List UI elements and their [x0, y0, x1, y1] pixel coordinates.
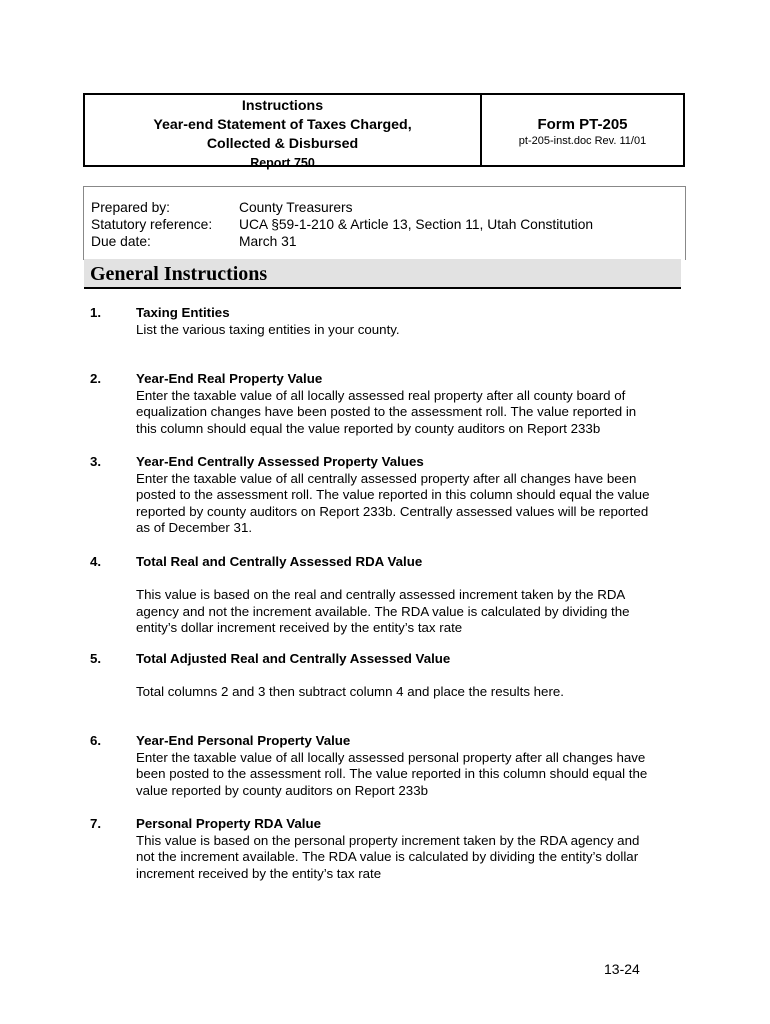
item-title: Year-End Centrally Assessed Property Values [136, 454, 424, 469]
item-line: value reported by county auditors on Report 233b [136, 782, 428, 798]
info-box [83, 186, 686, 260]
info-label: Due date: [91, 234, 151, 249]
info-row-statutory-reference [91, 216, 593, 233]
item-number: 5. [90, 651, 102, 666]
report-number: Report 750 [250, 156, 315, 170]
item-line: been posted to the assessment roll. The value reported in this column should equal the [136, 766, 648, 781]
form-id-block [482, 95, 683, 165]
item-number: 4. [90, 554, 102, 569]
item-line: Enter the taxable value of all locally assessed personal property after all changes have [136, 749, 646, 765]
item-line: equalization changes have been posted to the assessment roll. The value reported in [136, 404, 637, 419]
info-value: March 31 [239, 234, 297, 249]
item-line: reported by county auditors on Report 233b. Centrally assessed values will be reported [136, 503, 649, 519]
section-title: General Instructions [90, 263, 268, 285]
item-line: entity’s dollar increment received by the entity’s tax rate [136, 620, 463, 635]
revision-note: pt-205-inst.doc Rev. 11/01 [518, 135, 647, 147]
item-line: Enter the taxable value of all centrally assessed property after all changes have been [136, 470, 637, 486]
form-title-line-1: Instructions [241, 98, 324, 114]
item-line: Enter the taxable value of all locally assessed real property after all county board of [136, 387, 626, 403]
item-number: 1. [90, 305, 102, 320]
item-line: posted to the assessment roll. The value reported in this column should equal the value [136, 487, 650, 502]
item-title: Year-End Real Property Value [136, 371, 323, 386]
item-number: 6. [90, 733, 102, 748]
item-title: Total Real and Centrally Assessed RDA Value [136, 554, 423, 569]
item-title: Year-End Personal Property Value [136, 733, 351, 748]
info-label: Statutory reference: [91, 217, 213, 232]
form-number: Form PT-205 [537, 116, 628, 133]
form-header [83, 93, 685, 170]
section-heading-bar [84, 259, 681, 289]
item-number: 7. [90, 816, 102, 831]
info-row-due-date [91, 233, 297, 250]
item-line: as of December 31. [136, 520, 253, 535]
form-title-line-2: Year-end Statement of Taxes Charged, [153, 117, 412, 133]
item-title: Personal Property RDA Value [136, 816, 321, 831]
item-title: Taxing Entities [136, 305, 230, 320]
info-label: Prepared by: [91, 200, 170, 215]
item-number: 2. [90, 371, 102, 386]
item-line: this column should equal the value reported by county auditors on Report 233b [136, 420, 601, 436]
item-line: This value is based on the personal property increment taken by the RDA agency and [136, 832, 640, 848]
item-line: increment received by the entity’s tax rate [136, 865, 382, 881]
info-row-prepared-by [91, 199, 353, 216]
item-number: 3. [90, 454, 102, 469]
item-line: This value is based on the real and centrally assessed increment taken by the RDA [136, 587, 626, 602]
item-line: agency and not the increment available. The RDA value is calculated by dividing the [136, 603, 630, 619]
item-line: not the increment available. The RDA value is calculated by dividing the entity’s dollar [136, 849, 639, 864]
form-title-block [85, 95, 482, 170]
item-line: List the various taxing entities in your county. [136, 321, 400, 337]
info-value: County Treasurers [239, 200, 353, 215]
page-number: 13-24 [604, 961, 640, 977]
info-value: UCA §59-1-210 & Article 13, Section 11, Utah Constitution [239, 217, 594, 232]
item-line: Total columns 2 and 3 then subtract column 4 and place the results here. [136, 684, 564, 699]
form-title-line-3: Collected & Disbursed [206, 136, 359, 152]
item-title: Total Adjusted Real and Centrally Assessed Value [136, 651, 451, 666]
